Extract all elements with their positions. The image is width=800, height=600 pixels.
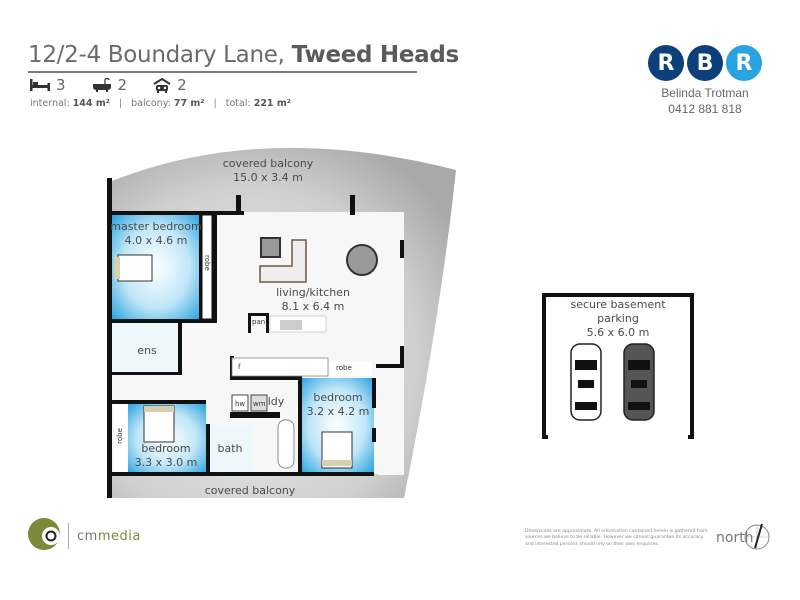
room-label-master-bedroom: [108, 220, 204, 248]
room-label-top-balcony: [218, 157, 318, 185]
room-label-laundry: ldy: [267, 395, 285, 408]
balcony-label: balcony:: [131, 98, 171, 109]
hot-water-label: hw: [235, 400, 246, 408]
address-text: 12/2-4 Boundary Lane,: [28, 42, 292, 68]
washing-machine-label: wm: [253, 400, 266, 408]
pantry-label: pan: [252, 318, 266, 326]
brand-prefix: cm: [77, 528, 98, 544]
robe-label-right: robe: [336, 364, 352, 372]
car-white: [571, 344, 601, 420]
robe-label-left: robe: [115, 428, 124, 444]
logo-letter-r1: R: [648, 45, 684, 81]
room-label-bath: bath: [217, 442, 243, 455]
room-size: 15.0 x 3.4 m: [233, 171, 303, 184]
room-label-bottom-balcony: covered balcony: [204, 484, 296, 497]
disclaimer-text: Dimensions are approximate. All information contained herein is gathered from sources we believe to be reliable. However we cannot guarantee its accuracy and interested persons should rely on their own enquiries.: [525, 529, 708, 547]
brand-text: [77, 529, 141, 544]
robe-label-master: robe: [203, 255, 211, 271]
room-label-ensuite: ens: [137, 344, 157, 357]
room-label-bedroom-right: [300, 391, 376, 419]
bedrooms-value: 3: [56, 76, 66, 94]
parking-subtitle: parking: [597, 312, 639, 325]
room-name: bedroom: [313, 391, 363, 404]
separator: |: [118, 98, 123, 109]
cm-media-brand: [62, 523, 141, 549]
room-name: bedroom: [141, 442, 191, 455]
room-label-bedroom-left: [126, 442, 206, 470]
car-dark: [624, 344, 654, 420]
room-name: living/kitchen: [276, 286, 350, 299]
internal-label: internal:: [30, 98, 70, 109]
room-size: 4.0 x 4.6 m: [124, 234, 188, 247]
room-size: 3.3 x 3.0 m: [134, 456, 198, 469]
room-name: master bedroom: [110, 220, 202, 233]
suburb-text: Tweed Heads: [291, 42, 459, 68]
agent-phone: 0412 881 818: [668, 102, 742, 116]
fridge-label: f: [238, 363, 241, 371]
logo-letter-r2: R: [726, 45, 762, 81]
total-label: total:: [225, 98, 251, 109]
brand-divider: [68, 523, 69, 549]
carspaces-value: 2: [177, 76, 187, 94]
room-label-living-kitchen: [268, 286, 358, 314]
balcony-value: 77 m²: [173, 98, 205, 109]
separator: |: [213, 98, 217, 109]
room-size: 3.2 x 4.2 m: [306, 405, 370, 418]
internal-value: 144 m²: [72, 98, 110, 109]
room-name: covered balcony: [222, 157, 314, 170]
parking-title: secure basement: [570, 298, 666, 311]
room-size: 8.1 x 6.4 m: [281, 300, 345, 313]
parking-size: 5.6 x 6.0 m: [586, 326, 650, 339]
logo-letter-b: B: [687, 45, 723, 81]
north-label: north: [716, 530, 754, 546]
total-value: 221 m²: [253, 98, 291, 109]
agent-name: Belinda Trotman: [661, 86, 749, 100]
bathrooms-value: 2: [117, 76, 128, 94]
brand-suffix: media: [97, 528, 141, 544]
parking-label: [548, 298, 688, 340]
